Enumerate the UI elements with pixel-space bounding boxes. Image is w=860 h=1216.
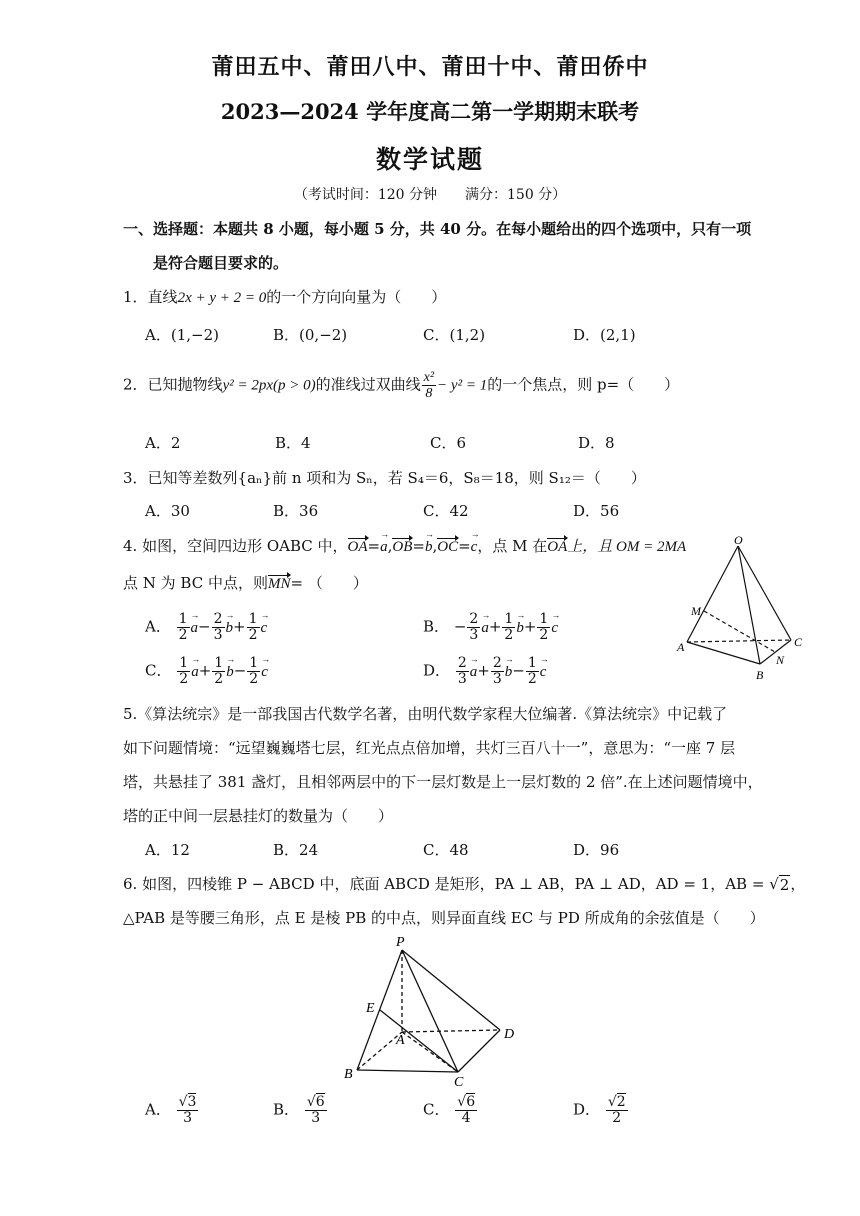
q3-option-a-label: A． [145,502,171,520]
q1-option-a-value: (1,−2) [170,326,219,344]
frac-num: 1 [248,611,258,627]
question-5-line3: 塔，共悬挂了 381 盏灯，且相邻两层中的下一层灯数是上一层灯数的 2 倍”.在上述问题情境中， [123,773,763,791]
question-2-stem [123,370,679,401]
q3-option-c-value: 42 [449,502,469,520]
section-heading-line2: 是符合题目要求的。 [153,254,289,272]
q6-line1-end: ， [790,875,806,893]
frac [606,1095,628,1126]
q6-option-c-label: C． [423,1100,450,1119]
frac [247,656,260,687]
question-1-stem [123,286,446,307]
q5-option-c-label: C． [423,841,450,859]
op: + [523,617,537,636]
q1-option-d-label: D． [573,326,601,344]
radicand: 6 [315,1094,325,1110]
q4-option-d[interactable] [423,656,546,687]
frac [177,612,190,643]
label-c: C [794,635,803,649]
q4-vec-ob: OB [392,539,413,555]
q6-option-b[interactable] [273,1095,328,1126]
q2-hyperbola-rest: − y² = 1 [437,377,488,394]
frac [467,612,480,643]
frac-num: √6 [306,1094,325,1110]
frac-den: 4 [461,1110,471,1126]
q2-option-c[interactable] [430,432,466,453]
frac-den: 3 [213,627,223,643]
frac [491,656,504,687]
op: + [198,661,212,680]
vec-b: → b [516,620,524,637]
q4-vec-oa: OA [347,539,368,555]
q3-option-b-value: 36 [299,502,319,520]
q2-pre: 已知抛物线 [147,375,223,394]
frac-num: 2 [457,655,467,671]
frac-den: 2 [612,1110,622,1126]
op: − [512,661,525,680]
vec-a: → a [191,620,199,637]
q1-option-a-label: A． [145,326,171,344]
frac [177,656,190,687]
frac-num: 1 [214,655,224,671]
op: − [233,661,247,680]
frac-den: 2 [504,627,514,643]
q6-sqrt-radicand: 2 [779,876,790,894]
q4-vec-c: → c [471,539,478,556]
frac-num: 1 [527,655,537,671]
school-names-title: 莆田五中、莆田八中、莆田十中、莆田侨中 [211,54,649,80]
frac-num: 1 [539,611,549,627]
q2-option-d-label: D． [578,434,606,452]
q2-option-a-label: A． [145,434,171,452]
q5-option-a-label: A． [145,841,171,859]
q1-number: 1． [123,288,148,306]
frac-num: √6 [457,1094,476,1110]
frac-num: 2 [213,611,223,627]
q4-vec-oc: OC [437,539,459,555]
pyramid-figure [340,930,530,1088]
frac-den: 3 [457,671,467,687]
edge-pb [357,950,402,1070]
q3-option-d-label: D． [573,502,601,520]
q2-frac-den: 8 [425,386,433,401]
edge-ob [738,546,760,664]
q2-parabola: y² = 2px(p > 0) [222,377,316,394]
label-p: P [396,935,405,950]
frac [456,656,469,687]
q2-option-a-value: 2 [170,434,181,452]
q3-option-a-value: 30 [170,502,190,520]
vec-c: → c [540,664,547,681]
q1-formula: 2x + y + 2 = 0 [177,290,267,306]
q2-option-d-value: 8 [605,434,615,452]
q1-post: 的一个方向向量为（ ） [266,288,447,306]
op: − [198,617,211,636]
q6-option-d-label: D． [573,1100,601,1119]
label-b: B [344,1067,353,1082]
question-4-line2 [123,572,368,593]
q4-line1-post: ，点 M 在 [477,537,548,555]
q4-option-b[interactable] [423,612,558,643]
q2-mid: 的准线过双曲线 [315,375,421,394]
frac-num: 1 [179,655,189,671]
q5-option-d-value: 96 [600,841,620,859]
q1-option-b[interactable] [273,324,347,345]
q4-option-a[interactable] [145,612,267,643]
label-e: E [366,1001,375,1016]
label-m: M [691,604,701,618]
label-o: O [734,536,743,547]
label-a: A [396,1033,405,1048]
vec-b: → b [226,664,234,681]
question-4-line1: 4. 如图，空间四边形 OABC 中，OA=→ a,OB=→ b,OC=→ c，点 M 在OA上，且 OM = 2MA [123,535,686,556]
question-6-line1 [123,873,805,894]
q2-option-b[interactable] [275,432,311,453]
label-c: C [454,1075,464,1088]
frac-den: 2 [539,627,549,643]
q6-option-a[interactable] [145,1095,199,1126]
frac [212,612,225,643]
q3-option-c[interactable] [423,500,469,521]
segment-mn [704,611,775,652]
vec-a: → a [470,664,478,681]
frac [305,1095,327,1126]
q2-option-c-label: C． [430,434,457,452]
q6-option-c[interactable] [423,1095,478,1126]
q4-option-d-label: D． [423,661,451,680]
frac-den: 3 [311,1110,321,1126]
q1-option-d[interactable] [573,324,636,345]
q6-option-b-label: B． [273,1100,300,1119]
q1-pre: 直线 [147,288,178,306]
edge-ad-hidden [402,1030,500,1032]
q5-option-b[interactable] [273,839,318,860]
q4-option-c[interactable] [145,656,268,687]
op: − [453,617,467,636]
tetrahedron-figure [672,536,822,682]
question-5-line4: 塔的正中间一层悬挂灯的数量为（ ） [123,807,394,825]
vec-c: → c [261,664,268,681]
q4-option-c-label: C． [145,661,172,680]
frac-num: √3 [178,1094,197,1110]
q3-option-d[interactable] [573,500,619,521]
vec-a: → a [191,664,199,681]
frac [247,612,260,643]
frac-num: √2 [607,1094,626,1110]
frac-den: 2 [527,671,537,687]
frac-den: 2 [248,627,258,643]
q4-vec-mn: MN [267,576,291,592]
edge-ab [687,642,760,664]
q4-vec-oa-2: OA [547,539,568,555]
op: + [477,661,490,680]
q2-fraction [422,370,436,401]
q1-option-b-label: B． [273,326,300,344]
question-5-line2: 如下问题情境：“远望巍巍塔七层，红光点点倍加增，共灯三百八十一”，意思为：“一座 7 层 [123,739,736,757]
edge-bc [357,1070,458,1072]
frac [455,1095,477,1126]
edge-ac-hidden [687,640,791,642]
q4-line1-pre: 4. 如图，空间四边形 OABC 中， [123,537,348,555]
frac [177,1095,199,1126]
section-heading-line1: 一、选择题：本题共 8 小题，每小题 5 分，共 40 分。在每小题给出的四个选项中，只有一项 [123,220,752,238]
frac-den: 3 [492,671,502,687]
frac-num: 2 [469,611,479,627]
label-n: N [776,653,785,667]
frac-den: 2 [249,671,259,687]
edge-oa [687,546,738,642]
q1-option-c[interactable] [423,324,485,345]
frac-den: 2 [214,671,224,687]
edge-oc [738,546,791,640]
q5-option-d-label: D． [573,841,601,859]
q5-option-c[interactable] [423,839,469,860]
q2-post: 的一个焦点，则 p=（ ） [487,375,680,394]
vec-b: → b [226,620,234,637]
q4-line1-end: 上，且 OM = 2MA [567,539,687,555]
question-6-line2: △PAB 是等腰三角形，点 E 是棱 PB 的中点，则异面直线 EC 与 PD 所成角的余弦值是（ ） [123,909,765,927]
q2-frac-num: x² [423,370,435,385]
q2-number: 2． [123,375,148,394]
q6-option-d[interactable] [573,1095,629,1126]
q5-option-c-value: 48 [449,841,469,859]
frac-num: 1 [178,611,188,627]
vec-c: → c [551,620,558,637]
term-title: 2023—2024 学年度高二第一学期期末联考 [220,99,640,124]
q4-option-a-label: A． [145,617,171,636]
edge-ac-hidden [402,1032,458,1072]
subject-title: 数学试题 [375,145,484,174]
q5-option-a[interactable] [145,839,190,860]
radicand: 2 [616,1094,626,1110]
q1-option-c-value: (1,2) [449,326,486,344]
exam-info: （考试时间：120 分钟 满分：150 分） [293,187,567,203]
frac-num: 1 [249,655,259,671]
frac-den: 3 [469,627,479,643]
op: + [233,617,246,636]
frac-den: 2 [178,627,188,643]
q4-option-b-label: B． [423,617,450,636]
q2-option-c-value: 6 [456,434,467,452]
frac-num: 1 [504,611,514,627]
q2-option-a[interactable] [145,432,180,453]
edge-pc [402,950,458,1072]
frac [502,612,515,643]
q5-option-a-value: 12 [170,841,190,859]
q5-option-b-label: B． [273,841,300,859]
frac-den: 3 [183,1110,192,1126]
q1-option-b-value: (0,−2) [299,326,348,344]
q4-vec-b: → b [425,539,433,556]
q4-line2-pre: 点 N 为 BC 中点，则 [123,574,268,592]
frac-num: 2 [492,655,502,671]
q5-option-b-value: 24 [299,841,319,859]
vec-b: → b [505,664,513,681]
q3-option-d-value: 56 [600,502,620,520]
vec-c: → c [261,620,268,637]
edge-cd [458,1030,500,1072]
vec-a: → a [481,620,489,637]
q4-vec-a: → a [380,539,388,556]
q2-option-b-label: B． [275,434,302,452]
frac [537,612,550,643]
label-d: D [504,1027,515,1042]
edge-pd [402,950,500,1030]
frac [526,656,539,687]
op: + [488,617,502,636]
question-3-stem: 3．已知等差数列{aₙ}前 n 项和为 Sₙ，若 S₄＝6，S₈＝18，则 S₁₂＝（ ） [123,469,646,487]
question-5-line1: 5.《算法统宗》是一部我国古代数学名著，由明代数学家程大位编著.《算法统宗》中记载了 [123,705,728,723]
q3-option-c-label: C． [423,502,450,520]
q6-sqrt: √ 2 [769,875,790,894]
radicand: 3 [187,1094,197,1110]
q6-option-a-label: A． [145,1100,171,1119]
label-a: A [677,640,685,654]
q6-line1-text: 6. 如图，四棱锥 P − ABCD 中，底面 ABCD 是矩形，PA ⊥ AB，PA ⊥ AD，AD = 1，AB = [123,875,770,893]
q3-option-b-label: B． [273,502,300,520]
q3-option-b[interactable] [273,500,318,521]
q2-option-b-value: 4 [301,434,311,452]
q1-option-d-value: (2,1) [600,326,636,344]
q3-option-a[interactable] [145,500,190,521]
frac [212,656,225,687]
q4-line2-post: = （ ） [290,574,368,592]
radicand: 6 [466,1094,476,1110]
q1-option-c-label: C． [423,326,450,344]
label-b: B [756,668,764,682]
q5-option-d[interactable] [573,839,619,860]
frac-den: 2 [179,671,189,687]
q2-option-d[interactable] [578,432,615,453]
q1-option-a[interactable] [145,324,219,345]
